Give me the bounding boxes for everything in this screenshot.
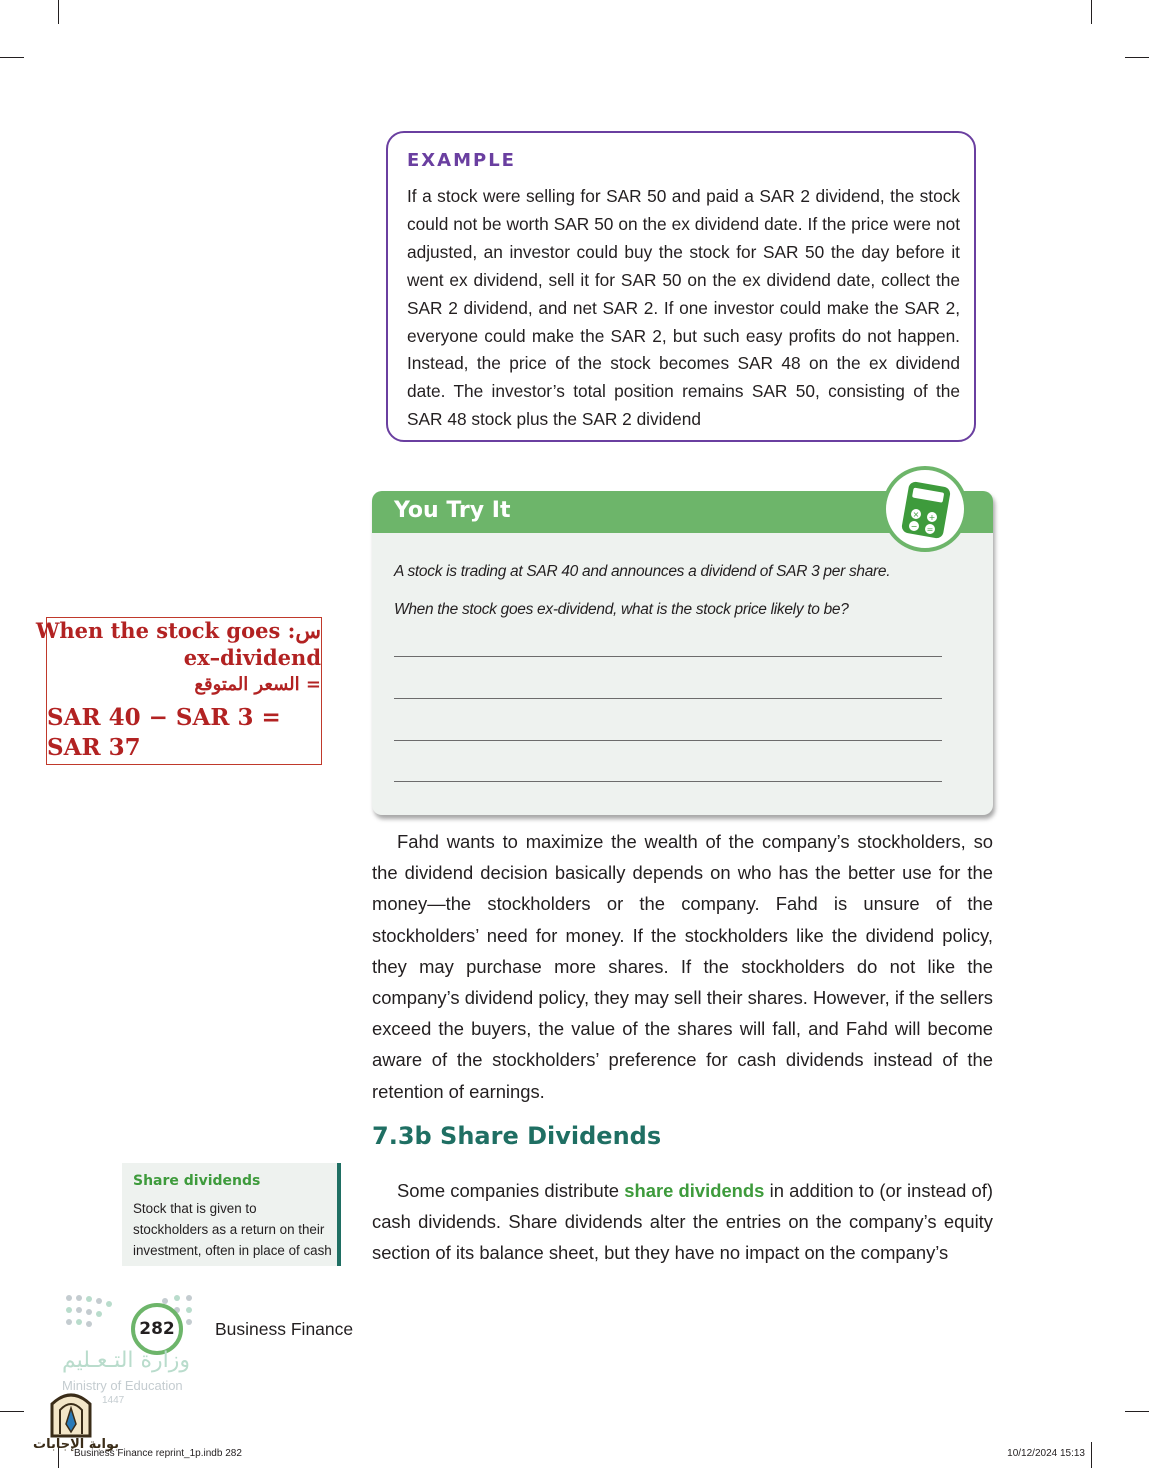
annotation-line-3: السعر المتوقع = bbox=[194, 674, 321, 695]
answer-line bbox=[394, 740, 942, 741]
paragraph-text: Some companies distribute bbox=[397, 1180, 625, 1201]
annotation-line-2: ex–dividend bbox=[183, 645, 321, 670]
paragraph-text: in addition to (or instead of) cash dividends. Share dividends alter the entries on the company’s equity section of its balance sheet, but they have no impact on the company’s bbox=[372, 1180, 993, 1264]
site-logo-icon bbox=[48, 1386, 94, 1438]
crop-mark bbox=[1125, 57, 1149, 58]
keyword-share-dividends: share dividends bbox=[624, 1180, 765, 1201]
crop-mark bbox=[0, 57, 24, 58]
ministry-year: 1447 bbox=[102, 1395, 125, 1406]
example-box bbox=[386, 131, 976, 442]
annotation-line-1: When the stock goes :س bbox=[35, 618, 321, 643]
crop-mark bbox=[1125, 1411, 1149, 1412]
svg-text:+: + bbox=[928, 513, 936, 522]
page-number: 282 bbox=[131, 1303, 183, 1355]
watermark-text: بوابة الإجابات bbox=[33, 1437, 119, 1452]
try-it-question-1: A stock is trading at SAR 40 and announces a dividend of SAR 3 per share. bbox=[394, 563, 891, 580]
crop-mark bbox=[58, 0, 59, 24]
crop-mark bbox=[0, 1411, 24, 1412]
answer-line bbox=[394, 698, 942, 699]
print-slug-file: Business Finance reprint_1p.indb 282 bbox=[74, 1448, 242, 1459]
section-heading: 7.3b Share Dividends bbox=[372, 1122, 662, 1150]
try-it-question-2: When the stock goes ex-dividend, what is the stock price likely to be? bbox=[394, 601, 849, 618]
example-title: EXAMPLE bbox=[407, 150, 516, 171]
annotation-line-5: SAR 37 bbox=[47, 734, 141, 761]
example-text: If a stock were selling for SAR 50 and paid a SAR 2 dividend, the stock could not be worth SAR 50 on the ex dividend date. If the price were not adjusted, an investor could buy the stock for SAR 50 the day before it went ex dividend, sell it for SAR 50 on the ex dividend date, collect the SAR 2 dividend, and net SAR 2. If one investor could make the SAR 2, everyone could make the SAR 2, but such easy profits do not happen. Instead, the price of the stock becomes SAR 48 on the ex dividend date. The investor’s total position remains SAR 50, consisting of the SAR 48 stock plus the SAR 2 dividend bbox=[407, 186, 960, 430]
glossary-sidebar bbox=[122, 1163, 341, 1266]
crop-mark bbox=[1091, 1442, 1092, 1468]
crop-mark bbox=[1091, 0, 1092, 24]
annotation-line-4: SAR 40 − SAR 3 = bbox=[47, 704, 281, 731]
body-paragraph-2 bbox=[372, 1175, 993, 1269]
glossary-term: Share dividends bbox=[133, 1173, 261, 1189]
print-slug-date: 10/12/2024 15:13 bbox=[1007, 1448, 1085, 1459]
svg-text:×: × bbox=[912, 510, 920, 519]
answer-line bbox=[394, 656, 942, 657]
ministry-name-arabic: وزارة التـعـليم bbox=[62, 1348, 191, 1373]
book-name: Business Finance bbox=[215, 1319, 354, 1339]
you-try-it-title: You Try It bbox=[394, 498, 511, 523]
calculator-icon bbox=[882, 466, 968, 552]
answer-annotation bbox=[35, 617, 322, 765]
ministry-name-english: Ministry of Education bbox=[62, 1378, 183, 1393]
glossary-definition: Stock that is given to stockholders as a return on their investment, often in place of cash bbox=[133, 1201, 332, 1258]
svg-text:=: = bbox=[926, 525, 934, 534]
svg-text:−: − bbox=[910, 522, 918, 531]
answer-line bbox=[394, 781, 942, 782]
body-paragraph: Fahd wants to maximize the wealth of the company’s stockholders, so the dividend decision basically depends on who has the better use for the money—the stockholders or the company. Fahd is unsure of the stockholders’ need for money. If the stockholders like the dividend policy, they may purchase more shares. If the stockholders do not like the company’s dividend policy, they may sell their shares. However, if the sellers exceed the buyers, the value of the shares will fall, and Fahd will become aware of the stockholders’ preference for cash dividends instead of the retention of earnings. bbox=[372, 831, 993, 1102]
